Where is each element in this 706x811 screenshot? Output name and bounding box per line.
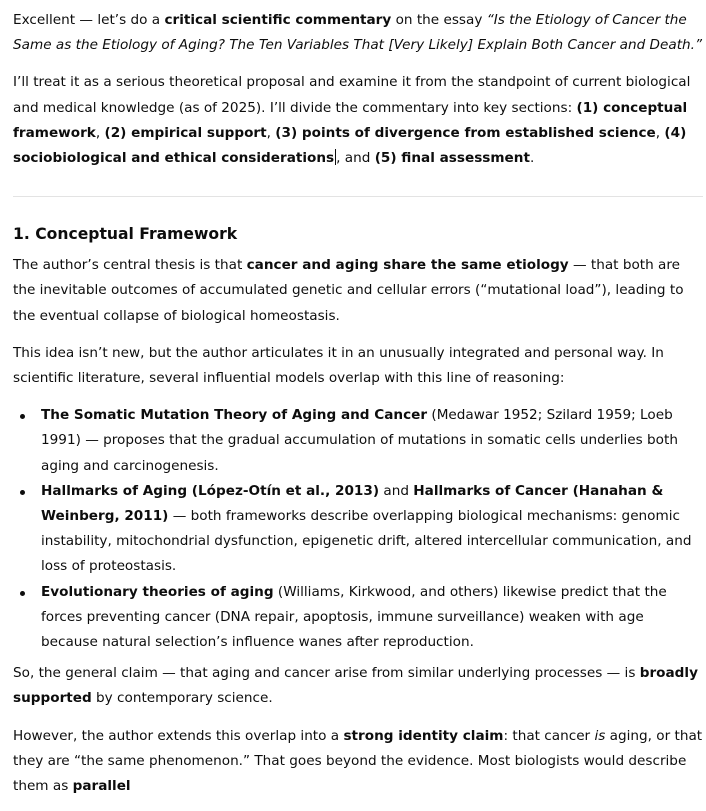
chat-response [13, 8, 703, 811]
summary-paragraph [13, 661, 703, 711]
list-item-text: (Medawar 1952; Szilard 1959; Loeb 1991) — proposes that the gradual accumulation of mutations in somatic cells underlies both aging and carcinogenesis. [41, 407, 678, 474]
intro-text-2: on the essay [391, 12, 487, 28]
thesis-emphasis: cancer and aging share the same etiology [246, 257, 569, 274]
plan-section-1: (1) conceptual framework [13, 99, 688, 141]
plan-section-5: (5) final assessment [374, 150, 530, 167]
summary-text: So, the general claim — that aging and cancer arise from similar underlying processes — is [13, 665, 640, 682]
section-heading: 1. Conceptual Framework [13, 225, 238, 244]
list-item [13, 580, 703, 656]
plan-section-2: (2) empirical support [104, 124, 267, 141]
list-item-join: and [379, 482, 414, 499]
plan-section-4: (4) sociobiological and ethical considerations [13, 124, 687, 167]
list-item-title: The Somatic Mutation Theory of Aging and Cancer [41, 407, 428, 424]
thesis-text: The author’s central thesis is that [13, 257, 247, 274]
intro-paragraph [13, 8, 703, 58]
bullet-dot [20, 414, 25, 419]
critique-text-3: aging, or that they are “the same phenomenon.” That goes beyond the evidence. Most biologists would describe them as [13, 727, 703, 795]
critique-text: However, the author extends this overlap into a [13, 727, 344, 744]
plan-sep: , [95, 124, 105, 141]
list-item-text: — both frameworks describe overlapping biological mechanisms: genomic instability, mitochondrial dysfunction, epigenetic drift, altered intercellular communication, and loss of proteostasis. [41, 508, 692, 575]
thesis-text-2: — that both are the inevitable outcomes of accumulated genetic and cellular errors (“mutational load”), leading to the eventual collapse of biological homeostasis. [13, 257, 684, 324]
intro-text: Excellent — let’s do a [13, 12, 165, 28]
list-item-title-2: Hallmarks of Cancer (Hanahan & Weinberg, 2011) [41, 482, 664, 525]
critique-emphasis: strong identity claim [343, 727, 504, 744]
list-item [13, 479, 703, 580]
critique-text-2: : that cancer [503, 727, 595, 744]
plan-section-3: (3) points of divergence from established science [275, 124, 656, 141]
intro-emphasis: critical scientific commentary [164, 12, 392, 28]
plan-sep: , [655, 124, 665, 141]
bullet-dot [20, 591, 25, 596]
critique-emphasis-2: parallel [72, 778, 131, 795]
bullet-dot [20, 490, 25, 495]
context-paragraph: This idea isn’t new, but the author articulates it in an unusually integrated and personal way. In scientific literature, several influential models overlap with this line of reasoning: [13, 344, 664, 387]
summary-emphasis: broadly supported [13, 665, 698, 707]
summary-text-2: by contemporary science. [91, 690, 273, 707]
plan-sep: , and [336, 150, 375, 167]
plan-paragraph [13, 70, 703, 171]
plan-sep: , [266, 124, 276, 141]
theory-list [13, 403, 703, 655]
list-item-title: Evolutionary theories of aging [41, 583, 274, 600]
list-item-title: Hallmarks of Aging (López-Otín et al., 2013) [41, 482, 380, 499]
plan-end: . [529, 150, 535, 167]
list-item [13, 403, 703, 479]
list-item-text: (Williams, Kirkwood, and others) likewise predict that the forces preventing cancer (DNA repair, apoptosis, immune surveillance) weaken with age because natural selection’s influence wanes after reproduction. [41, 583, 667, 651]
horizontal-divider [13, 196, 703, 197]
essay-title: “Is the Etiology of Cancer the Same as the Etiology of Aging? The Ten Variables That [Very Likely] Explain Both Cancer and Death.” [13, 12, 703, 54]
plan-text: I’ll treat it as a serious theoretical proposal and examine it from the standpoint of current biological and medical knowledge (as of 2025). I’ll divide the commentary into key sections: [13, 74, 691, 116]
critique-paragraph [13, 724, 703, 800]
thesis-paragraph [13, 253, 703, 329]
critique-italic: is [594, 727, 606, 744]
